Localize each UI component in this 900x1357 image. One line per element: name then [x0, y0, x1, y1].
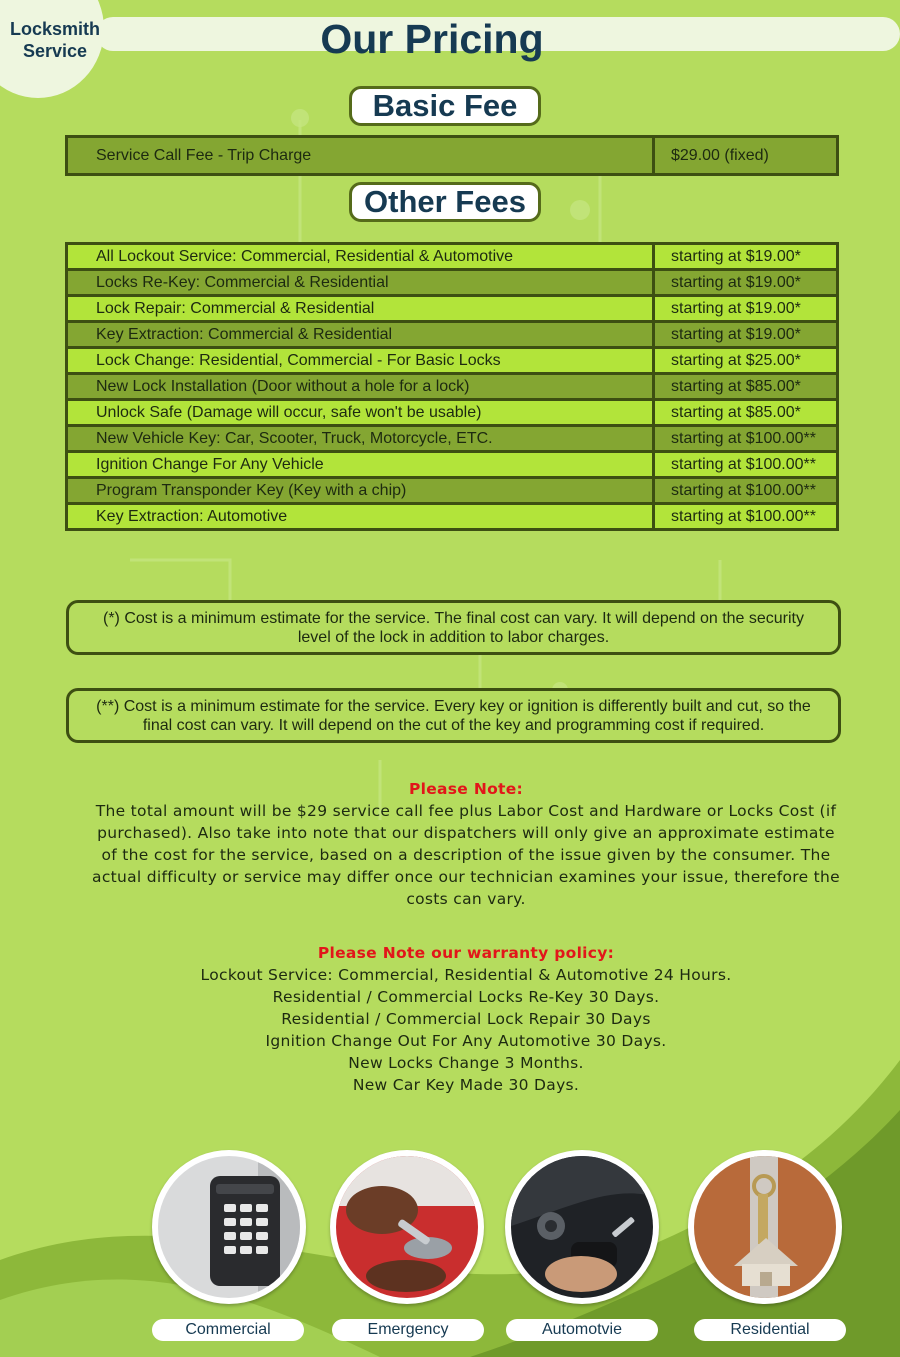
basic-fee-heading: Basic Fee [349, 86, 541, 126]
table-row [67, 374, 838, 400]
service-price: starting at $19.00* [654, 322, 838, 348]
service-name: Locks Re-Key: Commercial & Residential [67, 270, 654, 296]
service-name: Key Extraction: Automotive [67, 504, 654, 530]
please-note-section [90, 778, 842, 910]
emergency-service-image[interactable] [330, 1150, 484, 1304]
other-fees-table [65, 242, 839, 531]
service-price: starting at $85.00* [654, 400, 838, 426]
service-name: Lock Repair: Commercial & Residential [67, 296, 654, 322]
basic-fee-table [65, 135, 839, 176]
other-fees-heading: Other Fees [349, 182, 541, 222]
service-name: New Vehicle Key: Car, Scooter, Truck, Motorcycle, ETC. [67, 426, 654, 452]
car-key-icon [336, 1156, 478, 1298]
house-key-icon [694, 1156, 836, 1298]
table-row [67, 244, 838, 270]
warranty-line: Residential / Commercial Lock Repair 30 Days [281, 1010, 651, 1028]
service-name: New Lock Installation (Door without a hole for a lock) [67, 374, 654, 400]
warranty-line: Residential / Commercial Locks Re-Key 30 Days. [272, 988, 660, 1006]
keypad-lock-icon [158, 1156, 300, 1298]
service-name: All Lockout Service: Commercial, Residential & Automotive [67, 244, 654, 270]
service-name: Program Transponder Key (Key with a chip) [67, 478, 654, 504]
warranty-line: Ignition Change Out For Any Automotive 30 Days. [265, 1032, 667, 1050]
service-name: Lock Change: Residential, Commercial - For Basic Locks [67, 348, 654, 374]
service-price: starting at $85.00* [654, 374, 838, 400]
service-name: Ignition Change For Any Vehicle [67, 452, 654, 478]
table-row [67, 137, 838, 175]
please-note-heading: Please Note: [408, 780, 524, 798]
warranty-line: Lockout Service: Commercial, Residential & Automotive 24 Hours. [200, 966, 732, 984]
brand-line1: Locksmith [9, 19, 101, 39]
double-star-footnote: (**) Cost is a minimum estimate for the service. Every key or ignition is differently built and cut, so the final cost can vary. It will depend on the cut of the key and programming cost if required. [66, 688, 841, 743]
table-row [67, 348, 838, 374]
service-price: $29.00 (fixed) [654, 137, 838, 175]
service-price: starting at $100.00** [654, 426, 838, 452]
service-name: Key Extraction: Commercial & Residential [67, 322, 654, 348]
service-price: starting at $25.00* [654, 348, 838, 374]
table-row [67, 400, 838, 426]
commercial-service-image[interactable] [152, 1150, 306, 1304]
residential-link[interactable]: Residential [694, 1319, 846, 1341]
service-price: starting at $100.00** [654, 504, 838, 530]
service-price: starting at $100.00** [654, 452, 838, 478]
brand-logo[interactable] [0, 18, 110, 62]
table-row [67, 270, 838, 296]
single-star-footnote: (*) Cost is a minimum estimate for the service. The final cost can vary. It will depend on the security level of the lock in addition to labor charges. [66, 600, 841, 655]
table-row [67, 478, 838, 504]
table-row [67, 452, 838, 478]
service-price: starting at $19.00* [654, 244, 838, 270]
warranty-section [90, 942, 842, 1096]
please-note-text: The total amount will be $29 service call fee plus Labor Cost and Hardware or Locks Cost (if purchased). Also take into note that our dispatchers will only give an approximate estimate of the cost for the service, based on a description of the issue given by the consumer. The actual difficulty or service may differ once our technician examines your issue, therefore the costs can vary. [92, 802, 840, 908]
table-row [67, 322, 838, 348]
emergency-link[interactable]: Emergency [332, 1319, 484, 1341]
residential-service-image[interactable] [688, 1150, 842, 1304]
automotive-service-image[interactable] [505, 1150, 659, 1304]
service-name: Service Call Fee - Trip Charge [67, 137, 654, 175]
table-row [67, 426, 838, 452]
ignition-key-icon [511, 1156, 653, 1298]
service-price: starting at $19.00* [654, 296, 838, 322]
service-price: starting at $19.00* [654, 270, 838, 296]
automotive-link[interactable]: Automotvie [506, 1319, 658, 1341]
service-name: Unlock Safe (Damage will occur, safe won't be usable) [67, 400, 654, 426]
page-title: Our Pricing [320, 16, 544, 62]
brand-line2: Service [22, 41, 88, 61]
service-price: starting at $100.00** [654, 478, 838, 504]
warranty-line: New Car Key Made 30 Days. [352, 1076, 580, 1094]
table-row [67, 296, 838, 322]
warranty-line: New Locks Change 3 Months. [348, 1054, 584, 1072]
commercial-link[interactable]: Commercial [152, 1319, 304, 1341]
warranty-heading: Please Note our warranty policy: [317, 944, 615, 962]
table-row [67, 504, 838, 530]
